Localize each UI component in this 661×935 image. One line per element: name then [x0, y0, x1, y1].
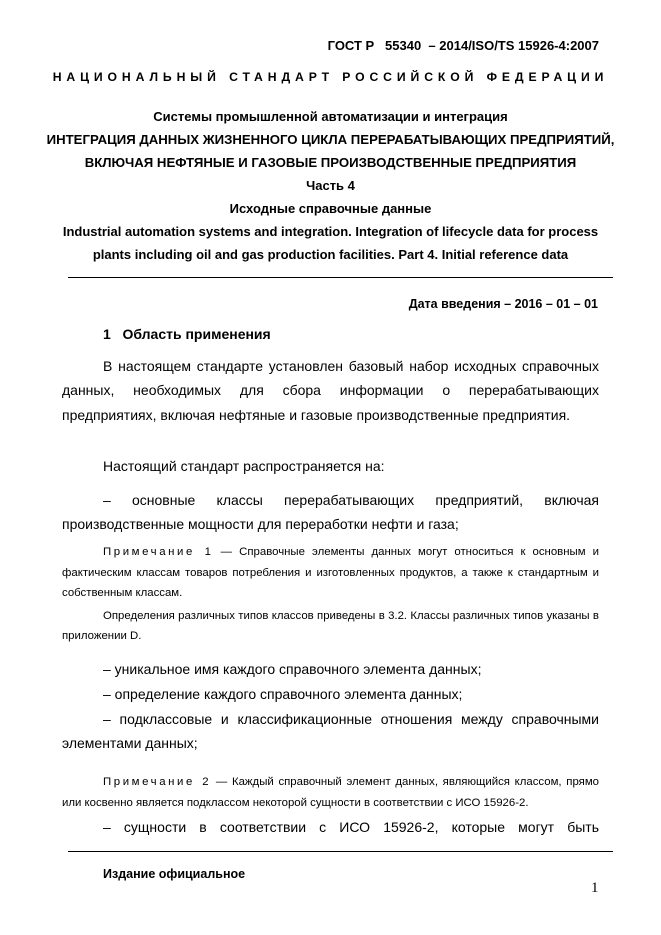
note-1-text: — Справочные элементы данных могут относиться к основным и фактическим классам товаров потребления и изготовленных продуктов, а также к стандартным и собственным классам. [62, 546, 599, 599]
introduction-date: Дата введения – 2016 – 01 – 01 [408, 297, 598, 311]
part-title: Исходные справочные данные [229, 201, 432, 216]
section-number: 1 [103, 326, 111, 342]
paragraph-2-text: Настоящий стандарт распространяется на: [103, 458, 385, 474]
title-line-2: ИНТЕГРАЦИЯ ДАННЫХ ЖИЗНЕННОГО ЦИКЛА ПЕРЕРАБАТЫВАЮЩИХ ПРЕДПРИЯТИЙ, [46, 132, 615, 147]
paragraph-1 [62, 354, 599, 427]
paragraph-1-text: В настоящем стандарте установлен базовый набор исходных справочных данных, необходимых для сбора информации о перерабатывающих предприятиях, включая нефтяные и газовые производственные предприятия. [62, 358, 599, 423]
gost-designation: ГОСТ Р 55340 – 2014/ISO/TS 15926-4:2007 [327, 38, 599, 53]
note-1-continuation: Определения различных типов классов приведены в 3.2. Классы различных типов указаны в приложении D. [62, 609, 599, 642]
section-title: Область применения [122, 326, 271, 342]
note-2 [62, 772, 599, 813]
list-item-2-text: – уникальное имя каждого справочного элемента данных; [103, 661, 482, 677]
note-2-label: Примечание 2 [103, 776, 212, 788]
list-item-5 [62, 815, 599, 839]
title-line-1: Системы промышленной автоматизации и интеграция [153, 109, 508, 124]
english-title-line-1: Industrial automation systems and integration. Integration of lifecycle data for process [62, 224, 599, 239]
list-item-1-text: – основные классы перерабатывающих предприятий, включая производственные мощности для переработки нефти и газа; [62, 492, 599, 533]
edition-label: Издание официальное [103, 867, 246, 881]
list-item-4 [62, 707, 599, 756]
note-1 [62, 542, 599, 647]
footer-divider [68, 851, 613, 852]
list-item-5-text: – сущности в соответствии с ИСО 15926-2, которые могут быть [103, 819, 599, 835]
title-divider [68, 277, 613, 278]
list-item-1 [62, 488, 599, 537]
list-item-3-text: – определение каждого справочного элемента данных; [103, 686, 463, 702]
national-standard-heading: НАЦИОНАЛЬНЫЙ СТАНДАРТ РОССИЙСКОЙ ФЕДЕРАЦИИ [52, 70, 609, 84]
page-number: 1 [591, 880, 599, 896]
note-1-label: Примечание 1 [103, 546, 214, 558]
list-item-2 [62, 657, 599, 681]
title-line-3: ВКЛЮЧАЯ НЕФТЯНЫЕ И ГАЗОВЫЕ ПРОИЗВОДСТВЕННЫЕ ПРЕДПРИЯТИЯ [84, 155, 577, 170]
english-title-line-2: plants including oil and gas production facilities. Part 4. Initial reference data [92, 247, 569, 262]
list-item-4-text: – подклассовые и классификационные отношения между справочными элементами данных; [62, 711, 599, 752]
paragraph-2 [62, 454, 599, 478]
note-2-text: — Каждый справочный элемент данных, являющийся классом, прямо или косвенно является подклассом некоторой сущности в соответствии с ИСО 15926-2. [62, 776, 599, 809]
part-number: Часть 4 [306, 178, 355, 193]
section-heading [103, 326, 271, 342]
list-item-3 [62, 682, 599, 706]
